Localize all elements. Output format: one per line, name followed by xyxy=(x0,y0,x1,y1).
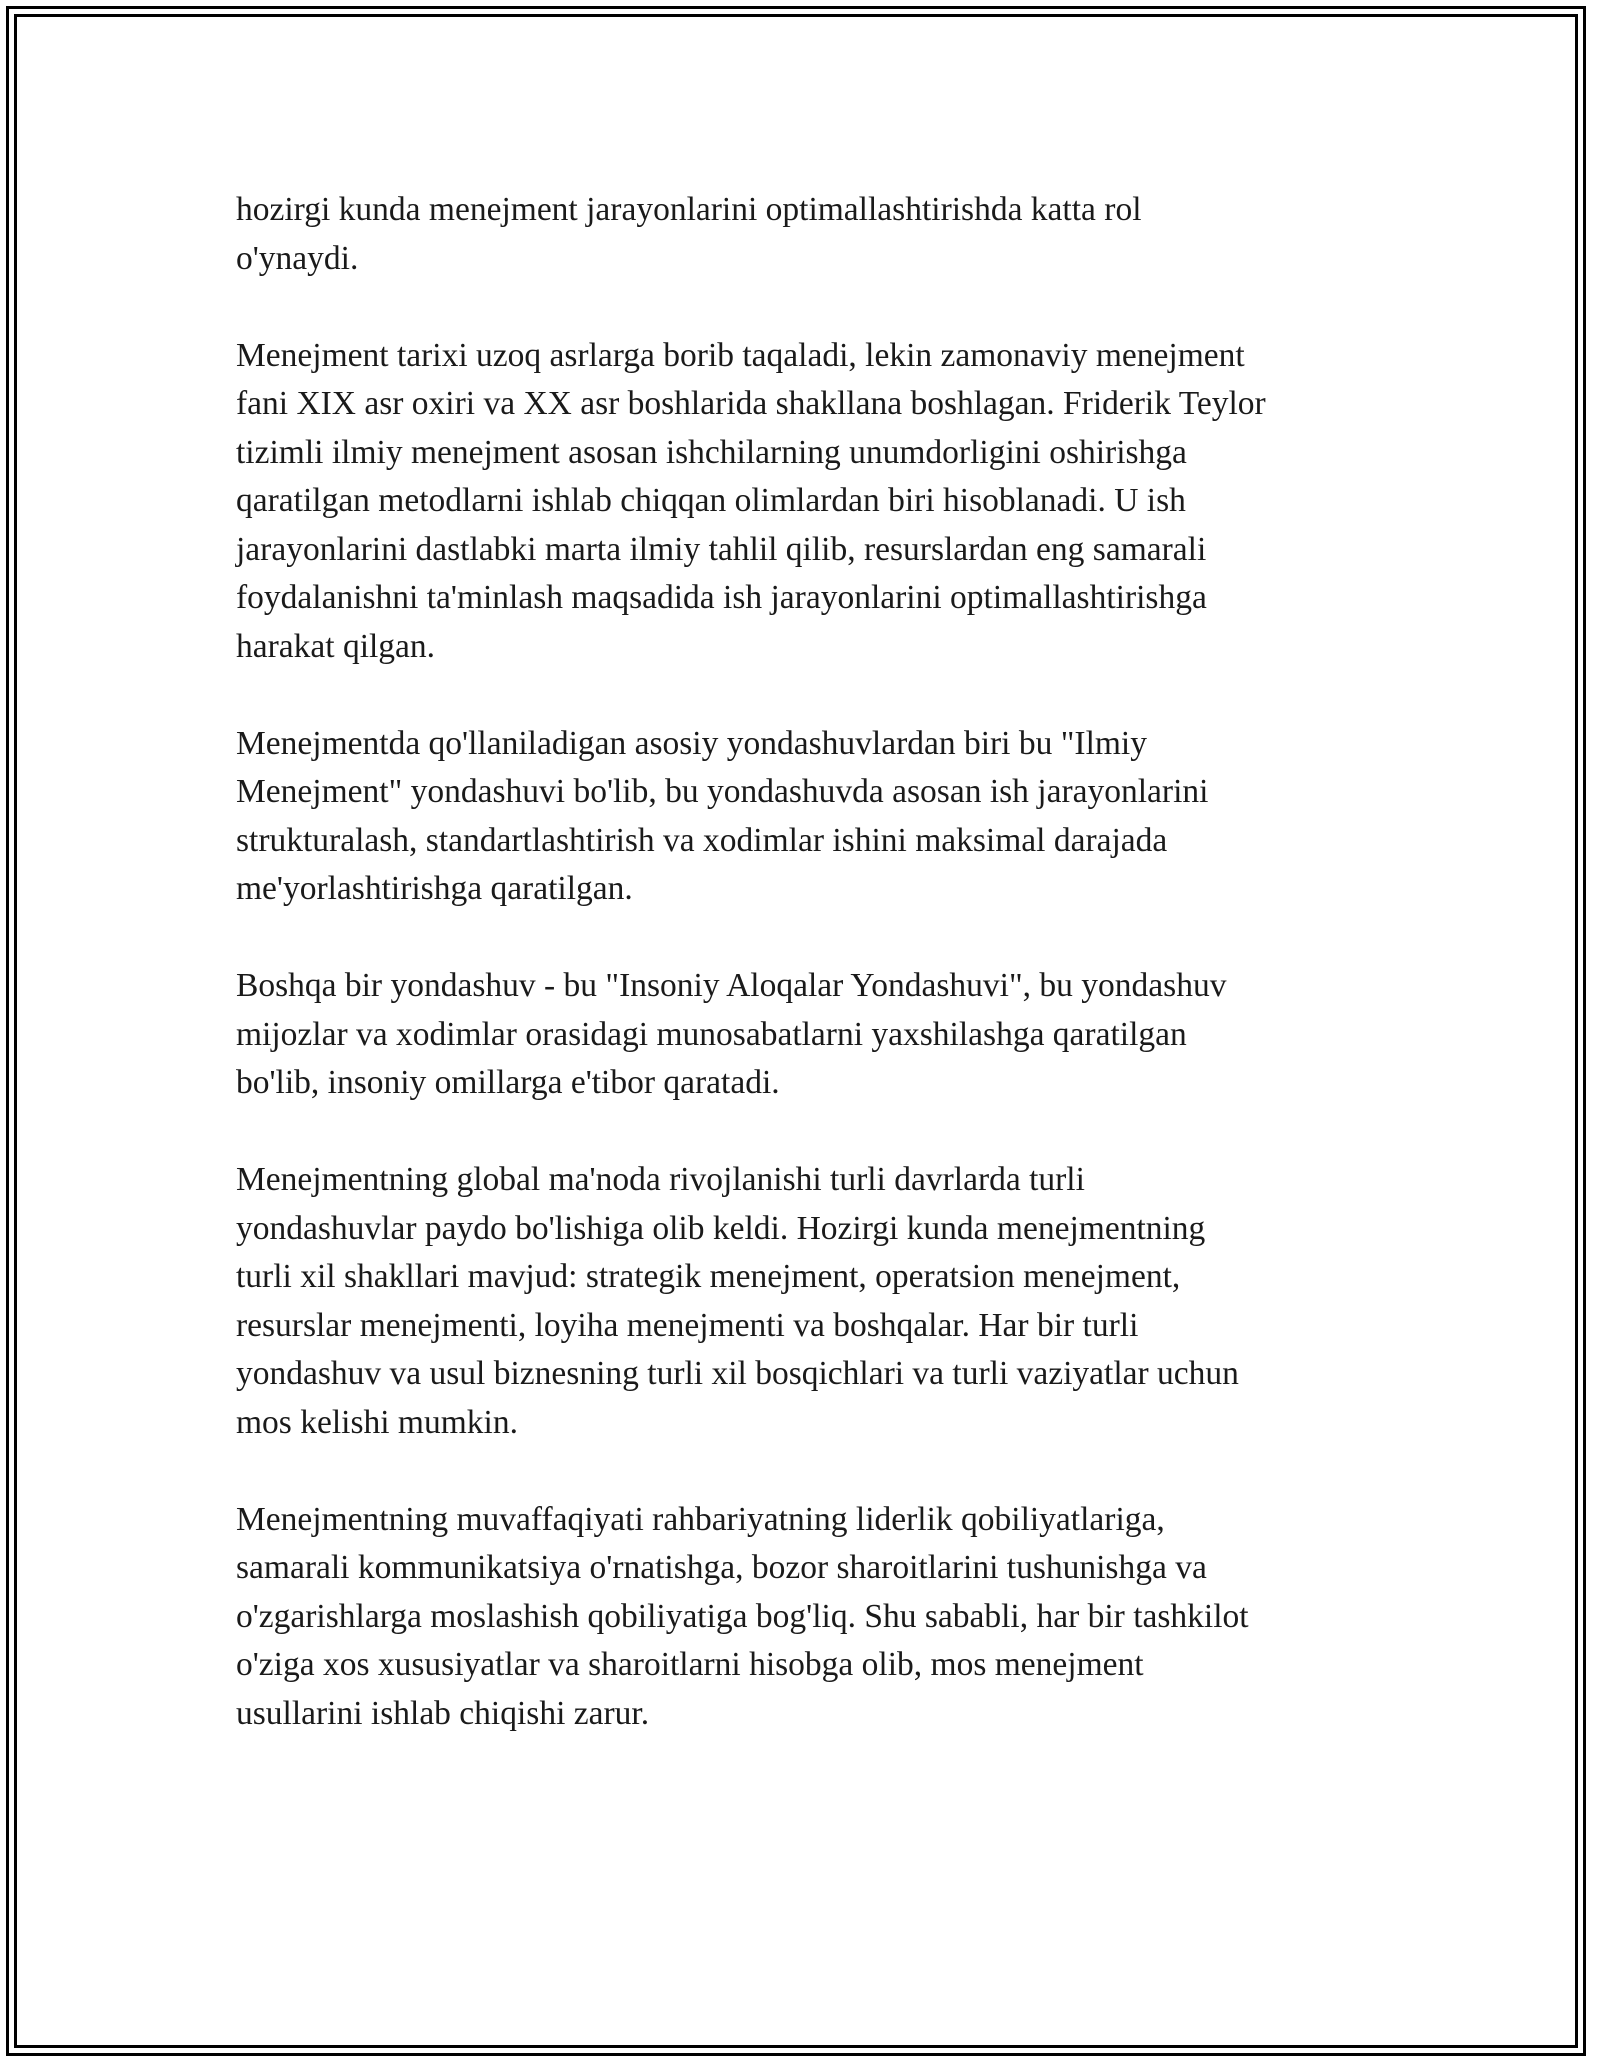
paragraph-4: Boshqa bir yondashuv - bu "Insoniy Aloqalar Yondashuvi", bu yondashuv mijozlar va xodimlar orasidagi munosabatlarni yaxshilashga qaratilgan bo'lib, insoniy omillarga e'tibor qaratadi. xyxy=(236,967,1227,1101)
document-body xyxy=(236,186,1376,1787)
paragraph-5: Menejmentning global ma'noda rivojlanishi turli davrlarda turli yondashuvlar paydo bo'lishiga olib keldi. Hozirgi kunda menejmentning turli xil shakllari mavjud: strategik menejment, operatsion menejment, resurslar menejmenti, loyiha menejmenti va boshqalar. Har bir turli yondashuv va usul biznesning turli xil bosqichlari va turli vaziyatlar uchun mos kelishi mumkin. xyxy=(236,1161,1239,1441)
paragraph-3: Menejmentda qo'llaniladigan asosiy yondashuvlardan biri bu "Ilmiy Menejment" yondashuvi bo'lib, bu yondashuvda asosan ish jarayonlarini strukturalash, standartlashtirish va xodimlar ishini maksimal darajada me'yorlashtirishga qaratilgan. xyxy=(236,724,1209,907)
paragraph-6: Menejmentning muvaffaqiyati rahbariyatning liderlik qobiliyatlariga, samarali kommunikatsiya o'rnatishga, bozor sharoitlarini tushunishga va o'zgarishlarga moslashish qobiliyatiga bog'liq. Shu sababli, har bir tashkilot o'ziga xos xususiyatlar va sharoitlarni hisobga olib, mos menejment usullarini ishlab chiqishi zarur. xyxy=(236,1500,1249,1732)
paragraph-1: hozirgi kunda menejment jarayonlarini optimallashtirishda katta rol o'ynaydi. xyxy=(236,191,1142,277)
paragraph-2: Menejment tarixi uzoq asrlarga borib taqaladi, lekin zamonaviy menejment fani XIX asr oxiri va XX asr boshlarida shakllana boshlagan. Friderik Teylor tizimli ilmiy menejment asosan ishchilarning unumdorligini oshirishga qaratilgan metodlarni ishlab chiqqan olimlardan biri hisoblanadi. U ish jarayonlarini dastlabki marta ilmiy tahlil qilib, resurslardan eng samarali foydalanishni ta'minlash maqsadida ish jarayonlarini optimallashtirishga harakat qilgan. xyxy=(236,336,1266,665)
